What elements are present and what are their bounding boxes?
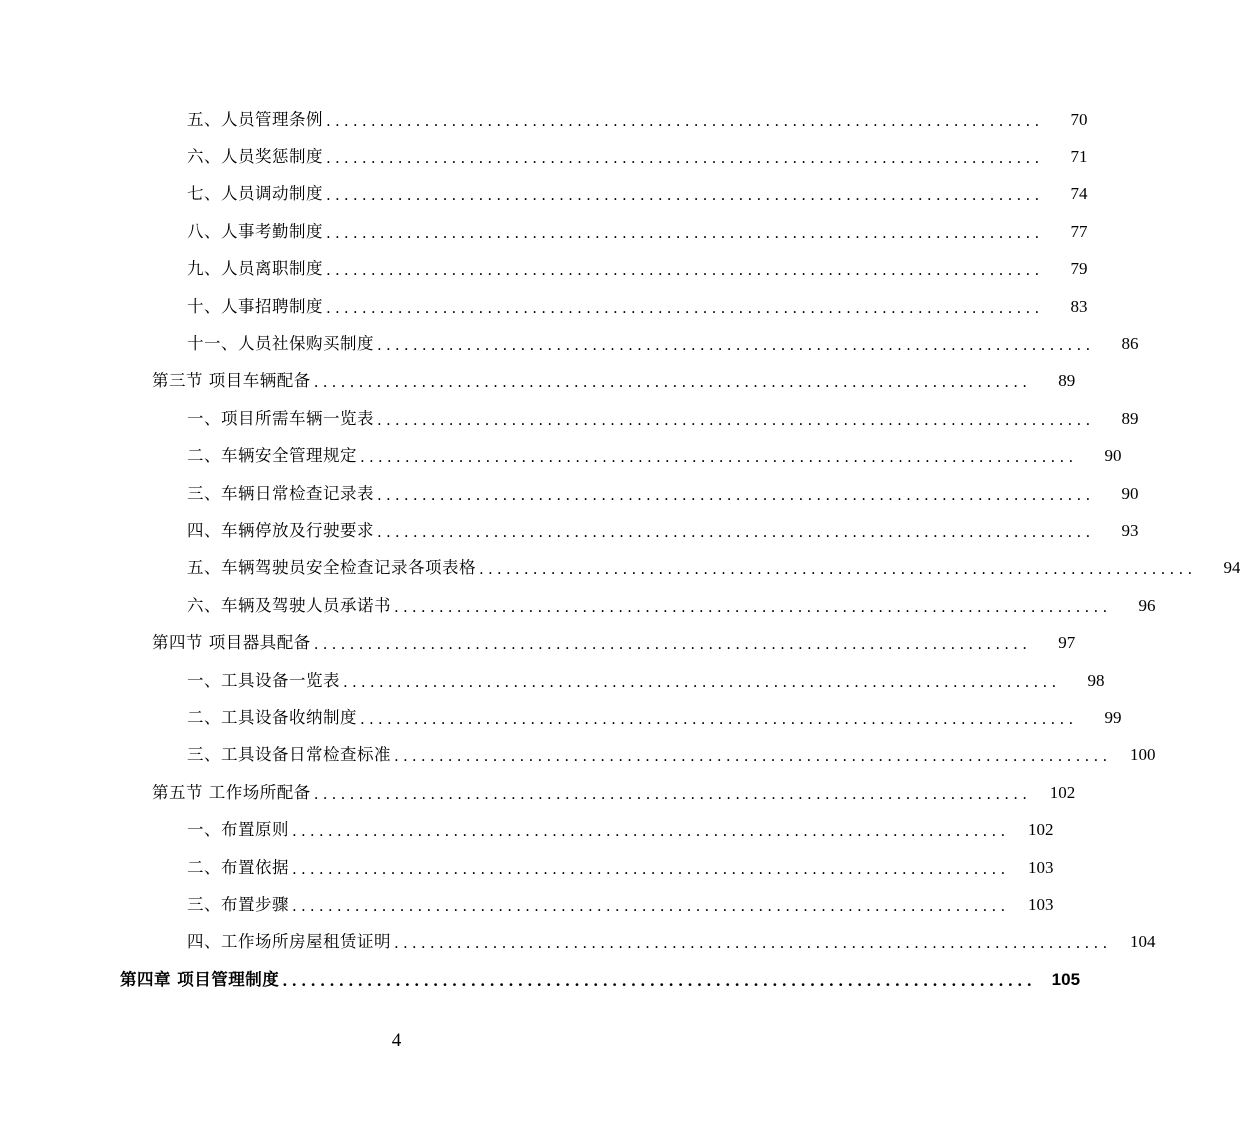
toc-entry[interactable] [0,849,1054,886]
toc-entry-page: 89 [1121,408,1139,428]
toc-entry[interactable] [0,251,1088,288]
toc-entry-title: 九、人员离职制度 [187,259,323,279]
toc-entry[interactable] [0,438,1122,475]
dot-leader: ................................................................................ [360,709,1078,728]
toc-entry-page: 93 [1121,520,1139,540]
toc-entry-title: 十、人事招聘制度 [187,296,323,316]
toc-entry-title: 二、布置依据 [187,857,289,877]
dot-leader: ................................................................................ [326,261,1044,280]
dot-leader: ................................................................................ [313,635,1032,654]
toc-entry[interactable] [0,213,1088,250]
toc-entry-page: 105 [1051,969,1081,989]
toc-entry[interactable] [0,699,1122,736]
toc-entry[interactable] [0,475,1139,512]
dot-leader: ................................................................................ [377,522,1095,541]
dot-leader: ................................................................................ [394,597,1112,616]
toc-entry-title: 三、工具设备日常检查标准 [187,745,391,765]
toc-entry-page: 97 [1058,633,1076,653]
toc-entry-page: 77 [1070,221,1088,241]
toc-entry-page: 103 [1027,857,1054,877]
toc-entry-title: 五、人员管理条例 [187,109,323,129]
toc-entry-page: 102 [1027,820,1054,840]
dot-leader: ................................................................................ [326,186,1044,205]
toc-entry-title: 五、车辆驾驶员安全检查记录各项表格 [187,558,476,578]
toc-entry[interactable] [0,176,1088,213]
toc-entry-page: 83 [1070,296,1088,316]
toc-section-entry[interactable] [0,363,1076,400]
toc-chapter-entry[interactable] [0,961,1081,998]
toc-entry[interactable] [0,550,1240,587]
toc-entry-title: 十一、人员社保购买制度 [187,334,374,354]
toc-entry-page: 94 [1223,558,1240,578]
toc-entry-page: 100 [1129,745,1156,765]
toc-entry-title: 七、人员调动制度 [187,184,323,204]
table-of-contents [0,101,1240,998]
toc-entry[interactable] [0,662,1105,699]
toc-entry[interactable] [0,512,1139,549]
dot-leader: ................................................................................ [313,784,1032,803]
dot-leader: ................................................................................ [343,672,1061,691]
toc-entry-page: 86 [1121,334,1139,354]
toc-entry[interactable] [0,400,1139,437]
toc-entry-page: 70 [1070,109,1088,129]
dot-leader: ................................................................................ [377,410,1095,429]
dot-leader: ................................................................................ [377,485,1095,504]
toc-entry-title: 三、车辆日常检查记录表 [187,483,374,503]
dot-leader: ................................................................................ [326,298,1044,317]
toc-entry[interactable] [0,811,1054,848]
toc-entry-title: 二、工具设备收纳制度 [187,707,357,727]
toc-entry-title: 六、车辆及驾驶人员承诺书 [187,595,391,615]
dot-leader: ................................................................................ [394,934,1112,953]
toc-entry[interactable] [0,288,1088,325]
dot-leader: ................................................................................ [377,336,1095,355]
dot-leader: ................................................................................ [326,111,1044,130]
toc-entry-page: 96 [1138,595,1156,615]
dot-leader: ................................................................................ [479,560,1197,579]
toc-entry-page: 102 [1049,782,1076,802]
toc-entry-title: 第四节 项目器具配备 [152,633,311,653]
toc-entry[interactable] [0,737,1156,774]
toc-entry-title: 一、布置原则 [187,820,289,840]
toc-entry-title: 四、车辆停放及行驶要求 [187,520,374,540]
toc-section-entry[interactable] [0,624,1076,661]
toc-entry-page: 71 [1070,147,1088,167]
dot-leader: ................................................................................ [282,971,1037,990]
dot-leader: ................................................................................ [360,448,1078,467]
toc-entry-title: 三、布置步骤 [187,894,289,914]
toc-entry-page: 98 [1087,670,1105,690]
dot-leader: ................................................................................ [394,747,1112,766]
toc-entry-page: 104 [1129,932,1156,952]
toc-entry-page: 90 [1121,483,1139,503]
toc-entry[interactable] [0,886,1054,923]
toc-entry-page: 79 [1070,259,1088,279]
toc-entry-title: 二、车辆安全管理规定 [187,446,357,466]
toc-entry-page: 89 [1058,371,1076,391]
toc-entry-page: 90 [1104,446,1122,466]
toc-entry[interactable] [0,101,1088,138]
dot-leader: ................................................................................ [292,896,1010,915]
toc-entry-title: 六、人员奖惩制度 [187,147,323,167]
toc-entry-page: 103 [1027,894,1054,914]
toc-entry-page: 99 [1104,707,1122,727]
toc-entry-title: 四、工作场所房屋租赁证明 [187,932,391,952]
toc-entry[interactable] [0,924,1156,961]
dot-leader: ................................................................................ [292,822,1010,841]
toc-entry[interactable] [0,587,1156,624]
toc-entry[interactable] [0,325,1139,362]
toc-entry[interactable] [0,138,1088,175]
page-number: 4 [391,1030,402,1051]
toc-entry-page: 74 [1070,184,1088,204]
toc-entry-title: 第五节 工作场所配备 [152,782,311,802]
toc-entry-title: 第三节 项目车辆配备 [152,371,311,391]
toc-entry-title: 一、工具设备一览表 [187,670,340,690]
dot-leader: ................................................................................ [313,373,1032,392]
toc-entry-title: 一、项目所需车辆一览表 [187,408,374,428]
dot-leader: ................................................................................ [292,859,1010,878]
dot-leader: ................................................................................ [326,223,1044,242]
toc-section-entry[interactable] [0,774,1076,811]
toc-entry-title: 八、人事考勤制度 [187,221,323,241]
dot-leader: ................................................................................ [326,149,1044,168]
toc-entry-title: 第四章 项目管理制度 [120,969,280,989]
